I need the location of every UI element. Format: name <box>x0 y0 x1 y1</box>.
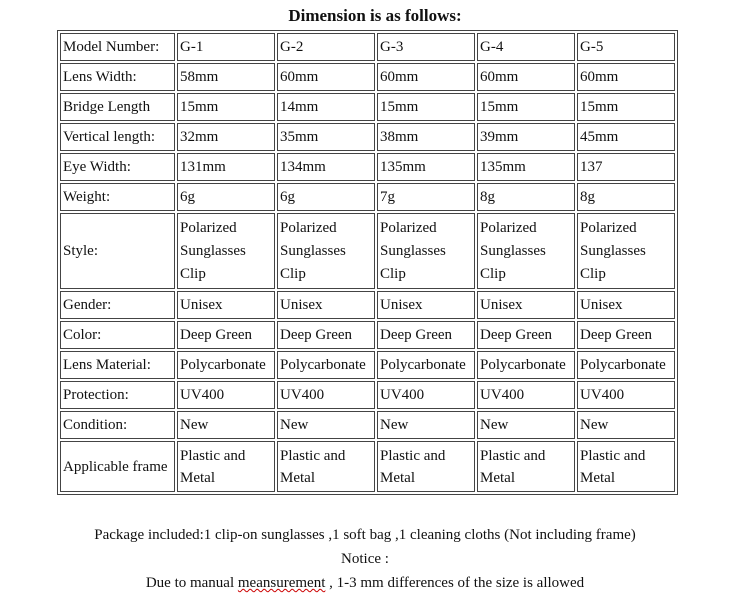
cell-condition-g2: New <box>277 411 375 439</box>
row-label: Applicable frame <box>60 441 175 492</box>
cell-applicable-frame-g2: Plastic and Metal <box>277 441 375 492</box>
row-label: Protection: <box>60 381 175 409</box>
row-label: Lens Width: <box>60 63 175 91</box>
row-label: Vertical length: <box>60 123 175 151</box>
row-label: Lens Material: <box>60 351 175 379</box>
row-label: Weight: <box>60 183 175 211</box>
package-included-text: Package included:1 clip-on sunglasses ,1 soft bag ,1 cleaning cloths (Not including frame) <box>94 527 636 543</box>
cell-weight-g3: 7g <box>377 183 475 211</box>
table-row <box>60 351 675 379</box>
cell-lens-width-g1: 58mm <box>177 63 275 91</box>
notice-heading: Notice : <box>341 551 389 567</box>
cell-eye-width-g4: 135mm <box>477 153 575 181</box>
table-row <box>60 123 675 151</box>
row-label: Bridge Length <box>60 93 175 121</box>
cell-bridge-length-g4: 15mm <box>477 93 575 121</box>
cell-style-g4: Polarized Sunglasses Clip <box>477 213 575 289</box>
cell-bridge-length-g2: 14mm <box>277 93 375 121</box>
misspelled-word: meansurement <box>237 575 326 591</box>
table-row <box>60 93 675 121</box>
cell-applicable-frame-g1: Plastic and Metal <box>177 441 275 492</box>
cell-color-g5: Deep Green <box>577 321 675 349</box>
cell-gender-g5: Unisex <box>577 291 675 319</box>
cell-model-number-g4: G-4 <box>477 33 575 61</box>
cell-gender-g3: Unisex <box>377 291 475 319</box>
cell-gender-g4: Unisex <box>477 291 575 319</box>
row-label: Eye Width: <box>60 153 175 181</box>
table-row <box>60 33 675 61</box>
cell-eye-width-g3: 135mm <box>377 153 475 181</box>
cell-applicable-frame-g3: Plastic and Metal <box>377 441 475 492</box>
cell-lens-material-g2: Polycarbonate <box>277 351 375 379</box>
cell-model-number-g5: G-5 <box>577 33 675 61</box>
cell-protection-g2: UV400 <box>277 381 375 409</box>
cell-lens-material-g4: Polycarbonate <box>477 351 575 379</box>
cell-color-g4: Deep Green <box>477 321 575 349</box>
cell-protection-g4: UV400 <box>477 381 575 409</box>
cell-applicable-frame-g4: Plastic and Metal <box>477 441 575 492</box>
cell-gender-g1: Unisex <box>177 291 275 319</box>
dimension-table <box>57 30 678 495</box>
row-label: Model Number: <box>60 33 175 61</box>
row-label: Condition: <box>60 411 175 439</box>
cell-style-g5: Polarized Sunglasses Clip <box>577 213 675 289</box>
table-row <box>60 63 675 91</box>
cell-model-number-g1: G-1 <box>177 33 275 61</box>
cell-vertical-length-g4: 39mm <box>477 123 575 151</box>
cell-model-number-g3: G-3 <box>377 33 475 61</box>
measurement-notice <box>0 571 730 595</box>
cell-protection-g5: UV400 <box>577 381 675 409</box>
table-row <box>60 213 675 289</box>
cell-vertical-length-g3: 38mm <box>377 123 475 151</box>
cell-protection-g1: UV400 <box>177 381 275 409</box>
row-label: Style: <box>60 213 175 289</box>
dimension-table-container <box>57 30 678 495</box>
table-row <box>60 291 675 319</box>
cell-lens-material-g1: Polycarbonate <box>177 351 275 379</box>
cell-lens-material-g3: Polycarbonate <box>377 351 475 379</box>
notes <box>0 523 730 595</box>
measure-suffix: , 1-3 mm differences of the size is allowed <box>325 575 585 591</box>
cell-condition-g5: New <box>577 411 675 439</box>
cell-model-number-g2: G-2 <box>277 33 375 61</box>
row-label: Gender: <box>60 291 175 319</box>
cell-protection-g3: UV400 <box>377 381 475 409</box>
cell-condition-g4: New <box>477 411 575 439</box>
measure-prefix: Due to manual <box>145 575 238 591</box>
table-row <box>60 183 675 211</box>
cell-color-g2: Deep Green <box>277 321 375 349</box>
cell-style-g2: Polarized Sunglasses Clip <box>277 213 375 289</box>
cell-eye-width-g1: 131mm <box>177 153 275 181</box>
table-row <box>60 411 675 439</box>
cell-vertical-length-g5: 45mm <box>577 123 675 151</box>
cell-lens-width-g3: 60mm <box>377 63 475 91</box>
cell-weight-g2: 6g <box>277 183 375 211</box>
cell-bridge-length-g1: 15mm <box>177 93 275 121</box>
cell-weight-g4: 8g <box>477 183 575 211</box>
cell-gender-g2: Unisex <box>277 291 375 319</box>
table-row <box>60 321 675 349</box>
cell-weight-g5: 8g <box>577 183 675 211</box>
cell-applicable-frame-g5: Plastic and Metal <box>577 441 675 492</box>
cell-color-g3: Deep Green <box>377 321 475 349</box>
cell-eye-width-g2: 134mm <box>277 153 375 181</box>
cell-lens-width-g2: 60mm <box>277 63 375 91</box>
table-row <box>60 153 675 181</box>
table-row <box>60 381 675 409</box>
cell-lens-material-g5: Polycarbonate <box>577 351 675 379</box>
cell-condition-g1: New <box>177 411 275 439</box>
cell-vertical-length-g2: 35mm <box>277 123 375 151</box>
cell-lens-width-g5: 60mm <box>577 63 675 91</box>
cell-style-g1: Polarized Sunglasses Clip <box>177 213 275 289</box>
cell-condition-g3: New <box>377 411 475 439</box>
cell-color-g1: Deep Green <box>177 321 275 349</box>
row-label: Color: <box>60 321 175 349</box>
cell-eye-width-g5: 137 <box>577 153 675 181</box>
cell-vertical-length-g1: 32mm <box>177 123 275 151</box>
cell-style-g3: Polarized Sunglasses Clip <box>377 213 475 289</box>
cell-weight-g1: 6g <box>177 183 275 211</box>
table-row <box>60 441 675 492</box>
cell-bridge-length-g5: 15mm <box>577 93 675 121</box>
page-title: Dimension is as follows: <box>288 6 462 25</box>
cell-lens-width-g4: 60mm <box>477 63 575 91</box>
cell-bridge-length-g3: 15mm <box>377 93 475 121</box>
